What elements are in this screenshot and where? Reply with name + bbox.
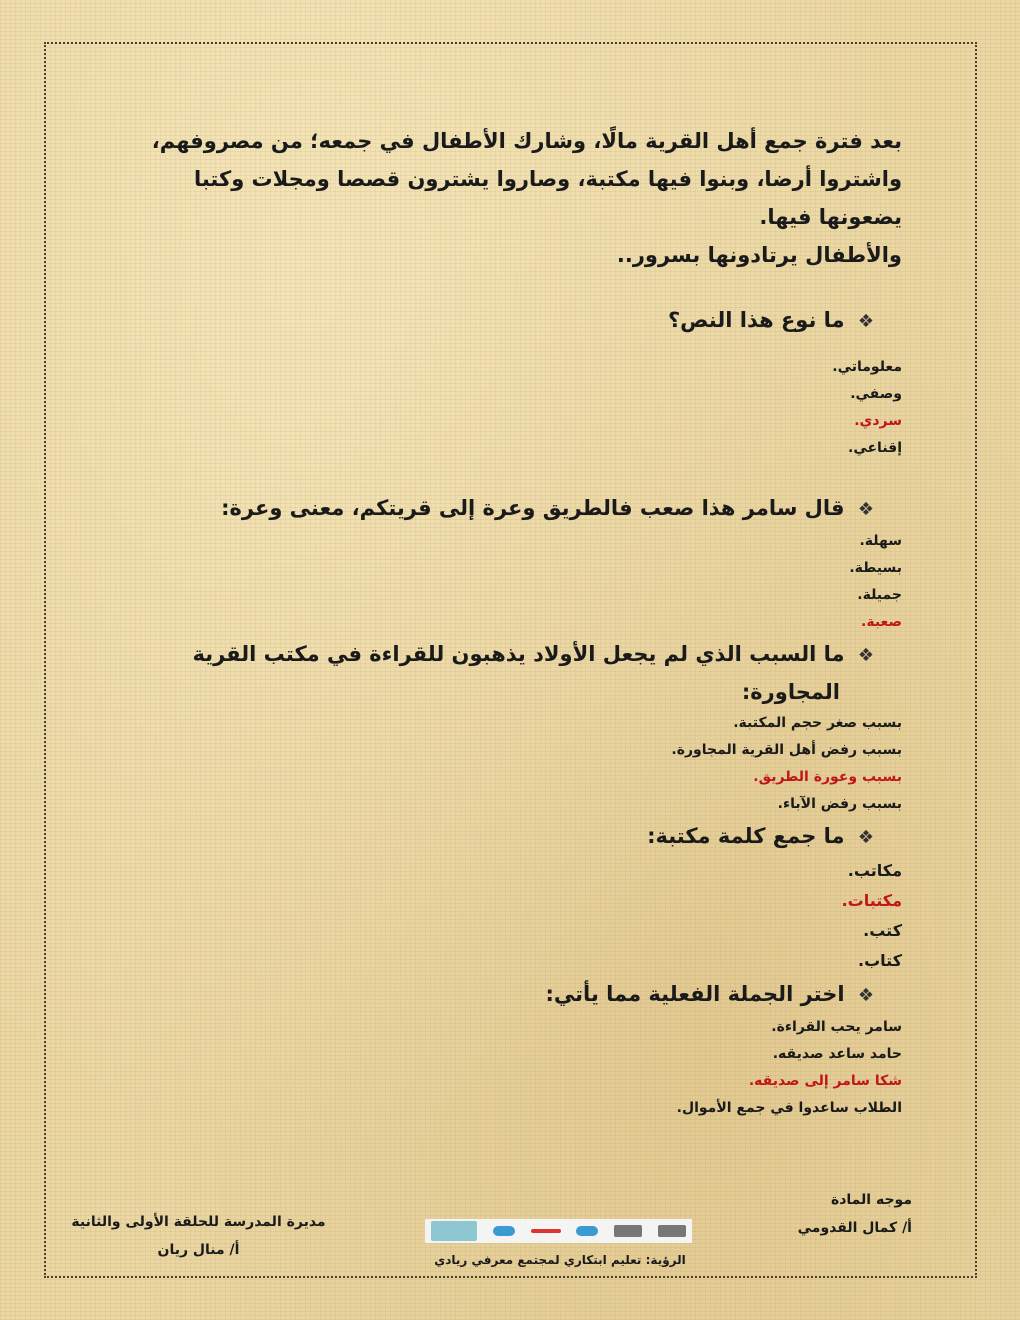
answer-option: سهلة. xyxy=(859,533,902,549)
passage-line: بعد فترة جمع أهل القرية مالًا، وشارك الأطفال في جمعه؛ من مصروفهم، xyxy=(151,129,902,153)
supervisor-title: موجه المادة xyxy=(830,1192,912,1208)
passage-line: واشتروا أرضا، وبنوا فيها مكتبة، وصاروا يشترون قصصا ومجلات وكتبا xyxy=(193,167,902,191)
question-text: ما السبب الذي لم يجعل الأولاد يذهبون للقراءة في مكتب القرية xyxy=(192,642,845,666)
diamond-bullet-icon: ❖ xyxy=(857,985,874,1006)
answer-option: بسيطة. xyxy=(849,560,902,576)
supervisor-name: أ/ كمال القدومي xyxy=(797,1220,912,1236)
question-text-continued: المجاورة: xyxy=(741,680,840,704)
answer-option: بسبب صغر حجم المكتبة. xyxy=(733,715,902,731)
answer-option: بسبب رفض أهل القرية المجاورة. xyxy=(671,742,902,758)
answer-option-correct: صعبة. xyxy=(861,614,902,630)
answer-option-correct: مكتبات. xyxy=(841,891,902,910)
diamond-bullet-icon: ❖ xyxy=(857,499,874,520)
worksheet-content xyxy=(142,122,902,1122)
partner-logo-icon xyxy=(493,1226,515,1236)
principal-title: مديرة المدرسة للحلقة الأولى والثانية xyxy=(71,1214,326,1230)
diamond-bullet-icon: ❖ xyxy=(857,645,874,666)
partner-logo-icon xyxy=(531,1229,561,1233)
diamond-bullet-icon: ❖ xyxy=(857,827,874,848)
answer-option: إقناعي. xyxy=(848,440,902,456)
diamond-bullet-icon: ❖ xyxy=(857,311,874,332)
answer-option: حامد ساعد صديقه. xyxy=(772,1046,902,1062)
question-5 xyxy=(142,976,874,1014)
partner-logos-strip xyxy=(425,1219,692,1243)
passage-line: يضعونها فيها. xyxy=(759,205,902,229)
question-text: قال سامر هذا صعب فالطريق وعرة إلى قريتكم، معنى وعرة: xyxy=(221,496,845,520)
question-2 xyxy=(142,490,874,528)
answer-option-correct: سردي. xyxy=(854,413,902,429)
answer-option: الطلاب ساعدوا في جمع الأموال. xyxy=(676,1100,902,1116)
vision-statement: الرؤية: تعليم ابتكاري لمجتمع معرفي ريادي xyxy=(434,1253,686,1267)
question-text: ما جمع كلمة مكتبة: xyxy=(647,824,845,848)
passage-line: والأطفال يرتادونها بسرور.. xyxy=(616,243,902,267)
partner-logo-icon xyxy=(614,1225,642,1237)
answer-option: وصفي. xyxy=(850,386,902,402)
question-3 xyxy=(142,636,874,674)
answer-option: جميلة. xyxy=(857,587,902,603)
question-4 xyxy=(142,818,874,856)
passage xyxy=(142,122,902,274)
answer-option: بسبب رفض الآباء. xyxy=(777,796,902,812)
answer-option: مكاتب. xyxy=(847,861,902,880)
principal-signature xyxy=(56,1208,341,1264)
answer-option: كتب. xyxy=(863,921,902,940)
question-text: ما نوع هذا النص؟ xyxy=(667,308,845,332)
question-text: اختر الجملة الفعلية مما يأتي: xyxy=(545,982,845,1006)
partner-logo-icon xyxy=(431,1221,477,1241)
question-1 xyxy=(142,302,874,340)
supervisor-signature xyxy=(798,1186,912,1242)
answer-option: كتاب. xyxy=(858,951,902,970)
principal-name: أ/ منال ريان xyxy=(157,1242,240,1258)
answer-option-correct: بسبب وعورة الطريق. xyxy=(753,769,902,785)
answer-option-correct: شكا سامر إلى صديقه. xyxy=(748,1073,902,1089)
answer-option: معلوماتي. xyxy=(832,359,902,375)
answer-option: سامر يحب القراءة. xyxy=(771,1019,902,1035)
partner-logo-icon xyxy=(576,1226,598,1236)
partner-logo-icon xyxy=(658,1225,686,1237)
